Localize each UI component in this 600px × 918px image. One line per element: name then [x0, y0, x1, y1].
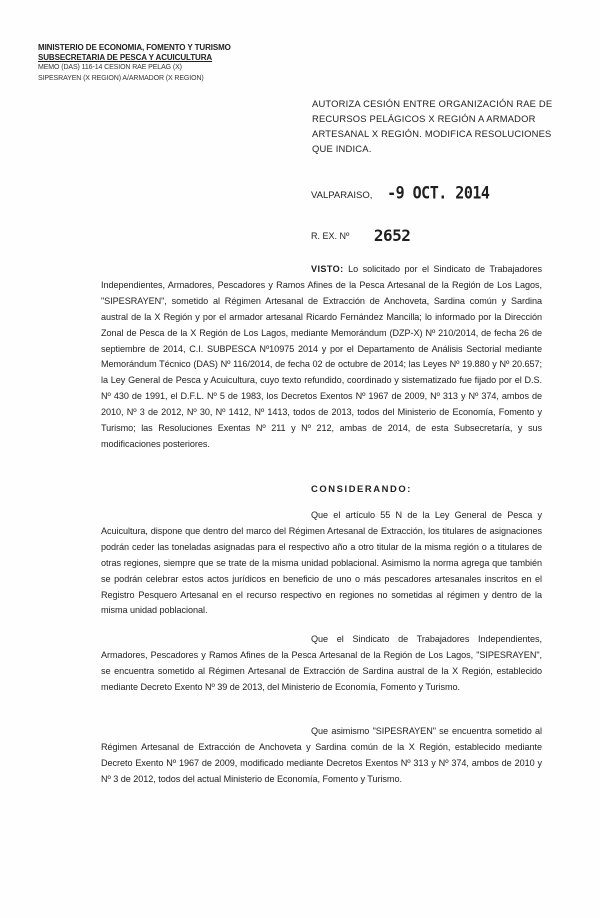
place: VALPARAISO, — [311, 190, 373, 201]
reference-line: MEMO (DAS) 116-14 CESION RAE PELAG (X) — [38, 64, 182, 72]
considerando-paragraph-1 — [101, 508, 542, 619]
date-stamp: -9 OCT. 2014 — [387, 183, 490, 203]
reference-line-2: SIPESRAYEN (X REGION) A/ARMADOR (X REGION) — [38, 74, 204, 82]
document-subject: AUTORIZA CESIÓN ENTRE ORGANIZACIÓN RAE DE RECURSOS PELÁGICOS X REGIÓN A ARMADOR ARTESANAL X REGIÓN. MODIFICA RESOLUCIONES QUE INDICA. — [312, 98, 553, 154]
place-date — [311, 184, 489, 202]
subsecretaria-name: SUBSECRETARIA DE PESCA Y ACUICULTURA — [38, 53, 213, 63]
considerando-paragraph-3 — [101, 724, 542, 788]
visto-paragraph — [101, 262, 542, 453]
paragraph-text: Que asimismo "SIPESRAYEN" se encuentra sometido al Régimen Artesanal de Extracción de Anchoveta y Sardina común de la X Región, establecido mediante Decreto Exento Nº 1967 de 2009, modificado mediante Decretos Exentos Nº 313 y Nº 374, ambos de 2010 y Nº 3 de 2012, todos del actual Ministerio de Economía, Fomento y Turismo. — [101, 726, 542, 784]
visto-text: Lo solicitado por el Sindicato de Trabajadores Independientes, Armadores, Pescadores y Ramos Afines de la Pesca Artesanal de la Región de Los Lagos, "SIPESRAYEN", sometido al Régimen Artesanal de Extracción de Anchoveta, Sardina común y Sardina austral de la X Región y por el armador artesanal Ricardo Fernández Mancilla; lo informado por la Dirección Zonal de Pesca de la X Región de Los Lagos, mediante Memorándum (DZP-X) Nº 210/2014, de fecha 26 de septiembre de 2014, C.I. SUBPESCA Nº10975 2014 y por el Departamento de Análisis Sectorial mediante Memorándum Técnico (DAS) Nº 116/2014, de fecha 02 de octubre de 2014; las Leyes Nº 19.880 y Nº 20.657; la Ley General de Pesca y Acuicultura, cuyo texto refundido, coordinado y sistematizado fue fijado por el D.S. Nº 430 de 1991, el D.F.L. Nº 5 de 1983, los Decretos Exentos Nº 1967 de 2009, Nº 313 y Nº 374, ambos de 2010, Nº 3 de 2012, Nº 30, Nº 1412, Nº 1413, todos de 2013, todos del Ministerio de Economía, Fomento y Turismo; las Resoluciones Exentas Nº 211 y Nº 212, ambas de 2014, de esta Subsecretaría, y sus modificaciones posteriores. — [101, 264, 542, 449]
resolution-number — [311, 226, 410, 245]
visto-label: VISTO: — [311, 264, 344, 274]
paragraph-text: Que el Sindicato de Trabajadores Independientes, Armadores, Pescadores y Ramos Afines de la Pesca Artesanal de la Región de Los Lagos, "SIPESRAYEN", se encuentra sometido al Régimen Artesanal de Extracción de Sardina austral de la X Región, establecido mediante Decreto Exento Nº 39 de 2013, del Ministerio de Economía, Fomento y Turismo. — [101, 634, 542, 692]
paragraph-text: Que el artículo 55 N de la Ley General de Pesca y Acuicultura, dispone que dentro del marco del Régimen Artesanal de Extracción, los titulares de asignaciones podrán ceder las toneladas asignadas para el respectivo año a otro titular de la misma región o a titulares de otras regiones, siempre que se trate de la misma unidad poblacional. Asimismo la norma agrega que también se podrán celebrar estos actos jurídicos en beneficio de uno o más pescadores artesanales inscritos en el Registro Pesquero Artesanal en el recurso respectivo en regiones no sometidas al régimen y dentro de la misma unidad poblacional. — [101, 510, 542, 616]
considerando-heading: CONSIDERANDO: — [311, 483, 413, 494]
letterhead — [38, 43, 243, 84]
rex-label: R. EX. Nº — [311, 231, 350, 241]
ministry-name: MINISTERIO DE ECONOMIA, FOMENTO Y TURISMO — [38, 43, 231, 52]
rex-number: 2652 — [373, 226, 411, 245]
considerando-paragraph-2 — [101, 632, 542, 696]
